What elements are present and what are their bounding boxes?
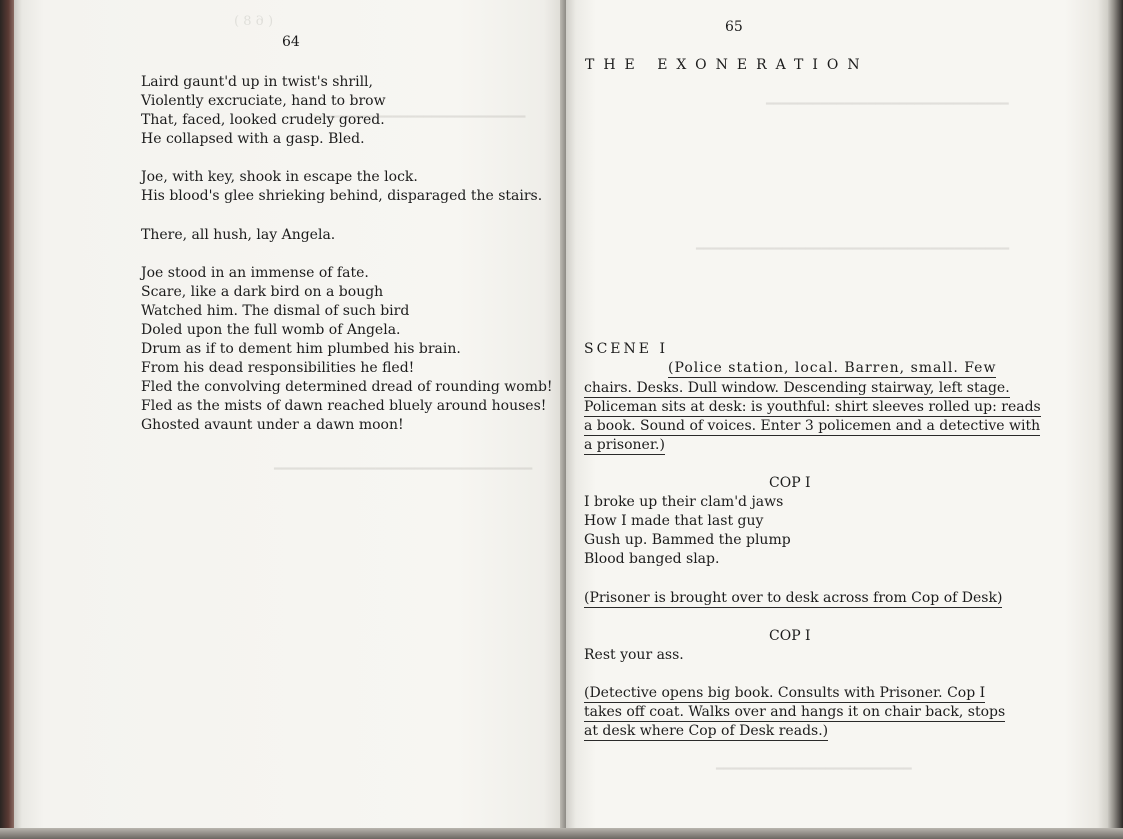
poem-line: Fled as the mists of dawn reached bluely around houses! [141, 398, 547, 414]
dialogue-line: Rest your ass. [584, 647, 684, 663]
bleed-through-text: ━━━━━━━━━━━━━━━━━━━━━━━━━ [716, 762, 912, 777]
stage-direction-line: (Prisoner is brought over to desk across from Cop of Desk) [584, 590, 1003, 606]
stage-direction-line: chairs. Desks. Dull window. Descending stairway, left stage. [584, 380, 1010, 396]
speaker-name: COP I [769, 475, 811, 491]
page-number: 64 [282, 34, 300, 50]
poem-line: There, all hush, lay Angela. [141, 227, 336, 243]
stage-direction-line: takes off coat. Walks over and hangs it on chair back, stops [584, 704, 1006, 720]
poem-line: Ghosted avaunt under a dawn moon! [141, 417, 404, 433]
left-page [14, 0, 566, 839]
bleed-through-text: ━━━━━━━━━━━━━━━━━━━━━━━━━━━━━━━ [766, 97, 1009, 112]
poem-line: Laird gaunt'd up in twist's shrill, [141, 74, 373, 90]
right-page [566, 0, 1108, 839]
dialogue-line: How I made that last guy [584, 513, 764, 529]
bleed-through-text: ━━━━━━━━━━━━━━━━━━━━━━━━━━━━━━━━━ [274, 462, 533, 477]
poem-line: Joe, with key, shook in escape the lock. [141, 169, 418, 185]
poem-line: Joe stood in an immense of fate. [141, 265, 369, 281]
poem-line: Doled upon the full womb of Angela. [141, 322, 401, 338]
play-title: THE EXONERATION [585, 57, 869, 73]
poem-line: Scare, like a dark bird on a bough [141, 284, 384, 300]
dialogue-line: I broke up their clam'd jaws [584, 494, 784, 510]
bleed-through-text: ( 6 8 ) [234, 14, 274, 29]
poem-line: Violently excruciate, hand to brow [141, 93, 386, 109]
stage-direction-line: a prisoner.) [584, 437, 665, 453]
stage-direction-line: at desk where Cop of Desk reads.) [584, 723, 829, 739]
bleed-through-text: ━━━━━━━━━━━━━━━━━━━━━━━━━━━ [314, 110, 526, 125]
page-number: 65 [725, 19, 743, 35]
bleed-through-text: ━━━━━━━━━━━━━━━━━━━━━━━━━━━━━━━━━━━━━━━━ [696, 242, 1010, 257]
dialogue-line: Blood banged slap. [584, 551, 720, 567]
scene-heading: SCENE I [584, 341, 668, 357]
poem-line: Drum as if to dement him plumbed his brain. [141, 341, 461, 357]
stage-direction-line: a book. Sound of voices. Enter 3 policemen and a detective with [584, 418, 1041, 434]
stage-direction-line: (Detective opens big book. Consults with Prisoner. Cop I [584, 685, 986, 701]
speaker-name: COP I [769, 628, 811, 644]
book-cover-right-edge [1108, 0, 1123, 839]
poem-line: He collapsed with a gasp. Bled. [141, 131, 365, 147]
book-cover-left-edge [0, 0, 14, 839]
dialogue-line: Gush up. Bammed the plump [584, 532, 791, 548]
stage-direction-line: (Police station, local. Barren, small. Few [668, 360, 997, 376]
poem-line: Watched him. The dismal of such bird [141, 303, 410, 319]
poem-line: His blood's glee shrieking behind, disparaged the stairs. [141, 188, 543, 204]
book-bottom-edge [0, 828, 1123, 839]
poem-line: From his dead responsibilities he fled! [141, 360, 415, 376]
poem-line: That, faced, looked crudely gored. [141, 112, 385, 128]
poem-line: Fled the convolving determined dread of rounding womb! [141, 379, 553, 395]
stage-direction-line: Policeman sits at desk: is youthful: shirt sleeves rolled up: reads [584, 399, 1041, 415]
